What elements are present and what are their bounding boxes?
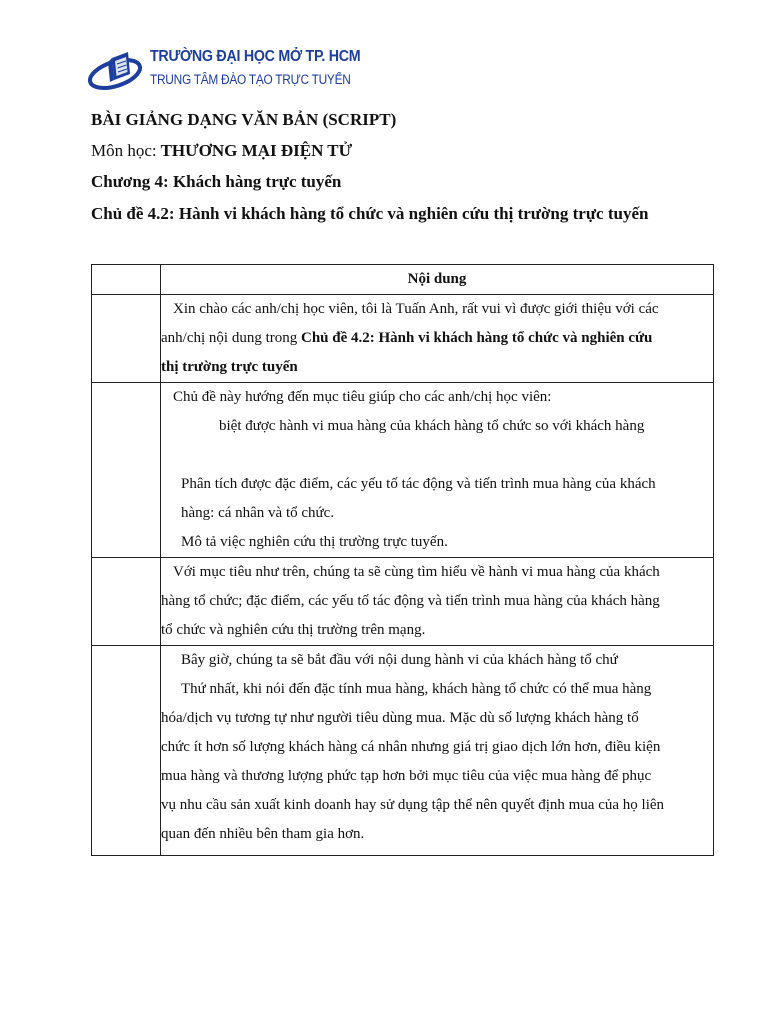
- objectives-intro: Chủ đề này hướng đến mục tiêu giúp cho các anh/chị học viên:: [173, 389, 552, 405]
- blank-line: [161, 441, 713, 470]
- paragraph-line: vụ nhu cầu sản xuất kinh doanh hay sử dụng tập thể nên quyết định mua của họ liên: [161, 797, 665, 813]
- table-header-row: [92, 265, 714, 295]
- greeting-line: [161, 324, 713, 353]
- greeting-line: Xin chào các anh/chị học viên, tôi là Tuấn Anh, rất vui vì được giới thiệu với các: [173, 301, 659, 317]
- paragraph-line: Với mục tiêu như trên, chúng ta sẽ cùng tìm hiểu về hành vi mua hàng của khách: [173, 564, 660, 580]
- subject-name: THƯƠNG MẠI ĐIỆN TỬ: [160, 141, 353, 160]
- topic-line: Chủ đề 4.2: Hành vi khách hàng tổ chức và nghiên cứu thị trường trực tuyến: [91, 204, 649, 223]
- table-header-content: Nội dung: [161, 265, 714, 295]
- row-content-cell: [161, 295, 714, 383]
- paragraph-line: mua hàng và thương lượng phức tạp hơn bởi mục tiêu của việc mua hàng để phục: [161, 768, 652, 784]
- row-content-cell: [161, 646, 714, 856]
- logo-center-name: TRUNG TÂM ĐÀO TẠO TRỰC TUYẾN: [150, 72, 351, 87]
- paragraph-line: hóa/dịch vụ tương tự như người tiêu dùng mua. Mặc dù số lượng khách hàng tổ: [161, 710, 639, 726]
- paragraph-line: Thứ nhất, khi nói đến đặc tính mua hàng, khách hàng tổ chức có thể mua hàng: [181, 681, 652, 697]
- objective-item: hàng: cá nhân và tổ chức.: [181, 505, 335, 521]
- script-content-table: [91, 264, 714, 856]
- subject-line: [91, 141, 352, 161]
- row-content-cell: [161, 383, 714, 558]
- row-label-cell: [92, 558, 161, 646]
- table-row: [92, 646, 714, 856]
- paragraph-line: hàng tổ chức; đặc điểm, các yếu tố tác động và tiến trình mua hàng của khách hàng: [161, 593, 660, 609]
- document-title: BÀI GIẢNG DẠNG VĂN BẢN (SCRIPT): [91, 110, 397, 129]
- topic-bold-text: Chủ đề 4.2: Hành vi khách hàng tổ chức và nghiên cứu: [300, 330, 653, 346]
- table-row: [92, 558, 714, 646]
- table-row: [92, 295, 714, 383]
- greeting-text: anh/chị nội dung trong: [161, 330, 301, 346]
- topic-bold-text: thị trường trực tuyến: [161, 359, 298, 375]
- logo-university-name: TRƯỜNG ĐẠI HỌC MỞ TP. HCM: [150, 48, 361, 65]
- row-label-cell: [92, 646, 161, 856]
- table-row: [92, 383, 714, 558]
- university-logo: [88, 44, 361, 96]
- paragraph-line: chức ít hơn số lượng khách hàng cá nhân nhưng giá trị giao dịch lớn hơn, điều kiện: [161, 739, 661, 755]
- row-content-cell: [161, 558, 714, 646]
- objective-item: Phân tích được đặc điểm, các yếu tố tác động và tiến trình mua hàng của khách: [181, 476, 656, 492]
- chapter-line: Chương 4: Khách hàng trực tuyến: [91, 172, 342, 191]
- row-label-cell: [92, 295, 161, 383]
- objective-item: biệt được hành vi mua hàng của khách hàng tổ chức so với khách hàng: [219, 418, 645, 434]
- subject-label: Môn học:: [91, 141, 157, 160]
- row-label-cell: [92, 383, 161, 558]
- paragraph-line: tổ chức và nghiên cứu thị trường trên mạng.: [161, 622, 426, 638]
- paragraph-line: quan đến nhiều bên tham gia hơn.: [161, 826, 365, 842]
- objective-item: Mô tả việc nghiên cứu thị trường trực tuyến.: [181, 534, 448, 550]
- paragraph-line: Bây giờ, chúng ta sẽ bắt đầu với nội dung hành vi của khách hàng tổ chứ: [181, 652, 618, 668]
- open-book-logo-icon: [88, 44, 148, 96]
- table-header-empty-cell: [92, 265, 161, 295]
